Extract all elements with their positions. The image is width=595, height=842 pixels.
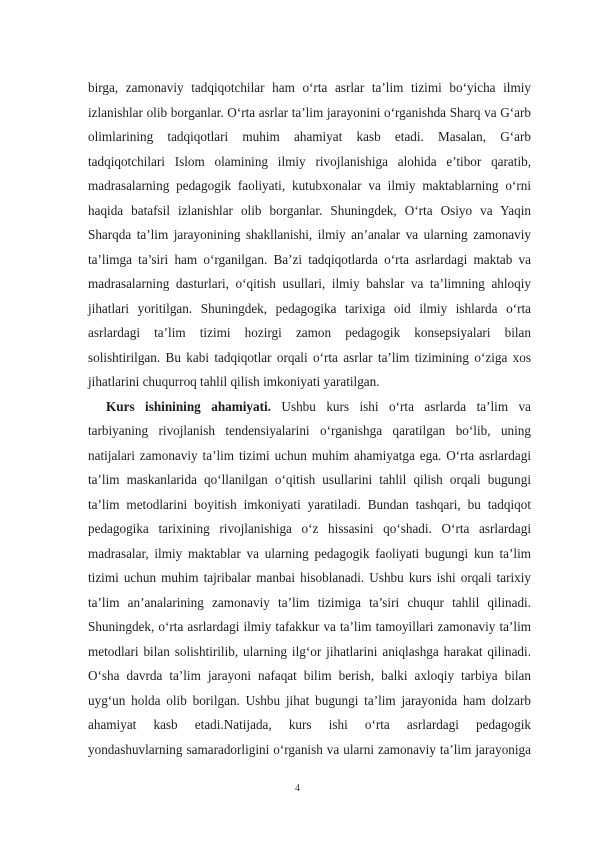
text-line: madrasalarning dasturlari, o‘qitish usullari, ilmiy bahslar va ta’limning ahloqiy bbox=[88, 276, 531, 291]
paragraph-background bbox=[88, 76, 531, 395]
text-line: tizimi uchun muhim tajribalar manbai hisoblanadi. Ushbu kurs ishi orqali tarixiy bbox=[88, 570, 531, 585]
text-line: madrasalar, ilmiy maktablar va ularning pedagogik faoliyati bugungi kun ta’lim bbox=[88, 545, 531, 561]
text-line: pedagogika tarixining rivojlanishiga o‘z hissasini qo‘shadi. O‘rta asrlardagi bbox=[88, 521, 531, 536]
text-line: O‘sha davrda ta’lim jarayoni nafaqat bilim berish, balki axloqiy tarbiya bilan bbox=[88, 668, 531, 683]
text-line: birga, zamonaviy tadqiqotchilar ham o‘rta asrlar ta’lim tizimi bo‘yicha ilmiy bbox=[88, 80, 531, 95]
text-line: tarbiyaning rivojlanish tendensiyalarini o‘rganishga qaratilgan bo‘lib, uning bbox=[88, 423, 531, 438]
text-line-rest: Ushbu kurs ishi o‘rta asrlarda ta’lim va bbox=[281, 398, 531, 414]
text-line: natijalari zamonaviy ta’lim tizimi uchun muhim ahamiyatga ega. O‘rta asrlardagi bbox=[88, 447, 531, 463]
text-line: ta’lim metodlarini boyitish imkoniyati yaratiladi. Bundan tashqari, bu tadqiqot bbox=[88, 496, 531, 512]
text-line: uyg‘un holda olib borilgan. Ushbu jihat bugungi ta’lim jarayonida ham dolzarb bbox=[88, 692, 531, 708]
section-heading: Kurs ishinining ahamiyati. bbox=[106, 398, 271, 414]
text-line: asrlardagi ta’lim tizimi hozirgi zamon pedagogik konsepsiyalari bilan bbox=[88, 325, 531, 340]
text-line: ta’lim maskanlarida qo‘llanilgan o‘qitish usullarini tahlil qilish orqali bugungi bbox=[88, 472, 531, 487]
text-line: haqida batafsil izlanishlar olib borganlar. Shuningdek, O‘rta Osiyo va Yaqin bbox=[88, 202, 531, 218]
text-line: ta’lim an’analarining zamonaviy ta’lim tizimiga ta’siri chuqur tahlil qilinadi. bbox=[88, 594, 531, 610]
text-line: madrasalarning pedagogik faoliyati, kutubxonalar va ilmiy maktablarning o‘rni bbox=[88, 178, 531, 193]
text-line: yondashuvlarning samaradorligini o‘rganish va ularni zamonaviy ta’lim jarayoniga bbox=[88, 741, 531, 757]
text-line: jihatlari yoritilgan. Shuningdek, pedagogika tarixiga oid ilmiy ishlarda o‘rta bbox=[88, 300, 531, 316]
text-line: Shuningdek, o‘rta asrlardagi ilmiy tafakkur va ta’lim tamoyillari zamonaviy ta’lim bbox=[88, 619, 531, 634]
page-number: 4 bbox=[295, 783, 300, 794]
text-line: metodlari bilan solishtirilib, ularning ilg‘or jihatlarini aniqlashga harakat qilinadi. bbox=[88, 643, 531, 659]
text-line: tadqiqotchilari Islom olamining ilmiy rivojlanishiga alohida e’tibor qaratib, bbox=[88, 153, 531, 169]
text-line: Sharqda ta’lim jarayonining shakllanishi, ilmiy an’analar va ularning zamonaviy bbox=[88, 227, 531, 242]
paragraph-significance bbox=[88, 395, 531, 763]
text-line: izlanishlar olib borganlar. O‘rta asrlar ta’lim jarayonini o‘rganishda Sharq va G‘arb bbox=[88, 104, 531, 120]
text-line: solishtirilgan. Bu kabi tadqiqotlar orqali o‘rta asrlar ta’lim tizimining o‘ziga xos bbox=[88, 349, 531, 365]
text-line-first bbox=[88, 395, 531, 420]
text-line: ahamiyat kasb etadi.Natijada, kurs ishi o‘rta asrlardagi pedagogik bbox=[88, 717, 531, 732]
text-line: jihatlarini chuqurroq tahlil qilish imkoniyati yaratilgan. bbox=[88, 374, 380, 389]
text-line: ta’limga ta’siri ham o‘rganilgan. Ba’zi tadqiqotlarda o‘rta asrlardagi maktab va bbox=[88, 251, 531, 267]
text-line: olimlarining tadqiqotlari muhim ahamiyat kasb etadi. Masalan, G‘arb bbox=[88, 129, 531, 144]
document-page bbox=[88, 76, 531, 762]
